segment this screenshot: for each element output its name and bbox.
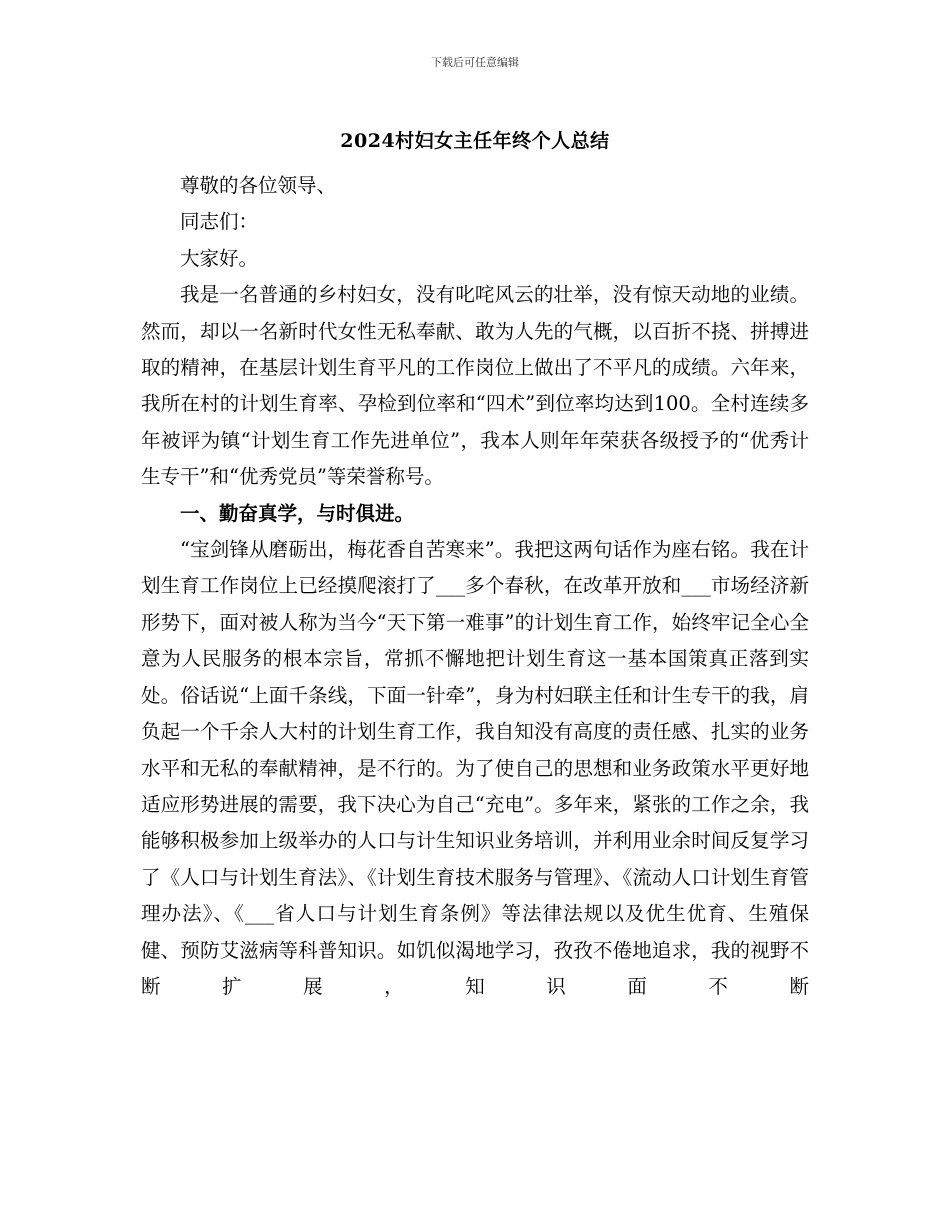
section-1-heading: 一、勤奋真学，与时俱进。: [180, 501, 415, 525]
document-body: [141, 168, 809, 1005]
salutation-line-2: 同志们：: [180, 210, 259, 234]
intro-paragraph: 我是一名普通的乡村妇女，没有叱咤风云的壮举，没有惊天动地的业绩。然而，却以一名新时代女性无私奉献、敢为人先的气概，以百折不挠、拼搏进取的精神，在基层计划生育平凡的工作岗位上做出了不平凡的成绩。六年来，我所在村的计划生育率、孕检到位率和“四术”到位率均达到100。全村连续多年被评为镇“计划生育工作先进单位”，我本人则年年荣获各级授予的“优秀计生专干”和“优秀党员”等荣誉称号。: [141, 283, 809, 489]
salutation-line-1: 尊敬的各位领导、: [180, 174, 337, 197]
salutation-line-3: 大家好。: [180, 246, 259, 270]
document-title: 2024村妇女主任年终个人总结: [340, 130, 610, 152]
section-1-paragraph: “宝剑锋从磨砺出，梅花香自苦寒来”。我把这两句话作为座右铭。我在计划生育工作岗位上已经摸爬滚打了___多个春秋，在改革开放和___市场经济新形势下，面对被人称为当今“天下第一难事”的计划生育工作，始终牢记全心全意为人民服务的根本宗旨，常抓不懈地把计划生育这一基本国策真正落到实处。俗话说“上面千条线，下面一针牵”，身为村妇联主任和计生专干的我，肩负起一个千余人大村的计划生育工作，我自知没有高度的责任感、扎实的业务水平和无私的奉献精神，是不行的。为了使自己的思想和业务政策水平更好地适应形势进展的需要，我下决心为自己“充电”。多年来，紧张的工作之余，我能够积极参加上级举办的人口与计生知识业务培训，并利用业余时间反复学习了《人口与计划生育法》、《计划生育技术服务与管理》、《流动人口计划生育管理办法》、《___省人口与计划生育条例》等法律法规以及优生优育、生殖保健、预防艾滋病等科普知识。如饥似渴地学习，孜孜不倦地追求，我的视野不断扩展，知识面不断: [141, 538, 809, 998]
header-note: 下载后可任意编辑: [431, 56, 519, 69]
